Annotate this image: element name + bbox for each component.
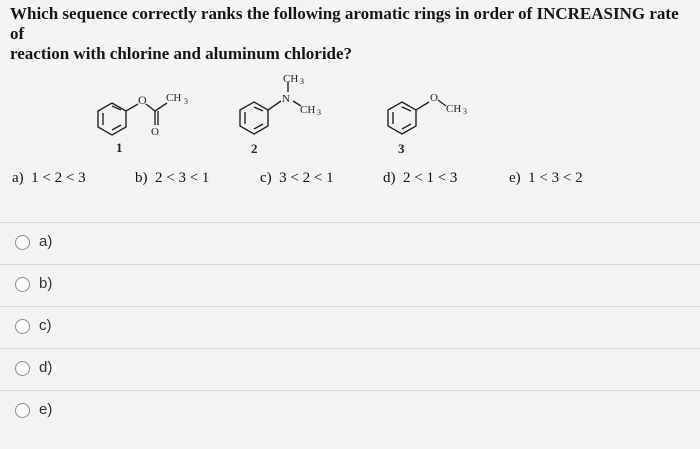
choice-c xyxy=(260,170,334,187)
option-d[interactable] xyxy=(0,348,700,389)
s1-number: 1 xyxy=(116,140,123,155)
s1-methyl-subscript: 3 xyxy=(184,97,188,106)
choice-e-letter: e) xyxy=(509,170,521,186)
choice-a xyxy=(12,170,86,187)
option-c-label[interactable]: c) xyxy=(39,317,52,334)
choice-a-letter: a) xyxy=(12,170,24,186)
option-a-label[interactable]: a) xyxy=(39,233,53,250)
option-c[interactable] xyxy=(0,306,700,347)
option-b-label[interactable]: b) xyxy=(39,275,53,292)
option-a[interactable] xyxy=(0,222,700,263)
choice-b xyxy=(135,170,209,187)
s2-methyl-top-label: CH xyxy=(283,73,299,85)
choice-e xyxy=(509,170,583,187)
choice-e-text: 1 < 3 < 2 xyxy=(528,170,583,186)
choice-c-text: 3 < 2 < 1 xyxy=(279,170,334,186)
question-line-1: Which sequence correctly ranks the following aromatic rings in order of INCREASING rate of xyxy=(10,4,679,43)
choice-d-letter: d) xyxy=(383,170,396,186)
radio-button-b[interactable] xyxy=(15,277,30,292)
choice-b-letter: b) xyxy=(135,170,148,186)
radio-button-e[interactable] xyxy=(15,403,30,418)
radio-button-d[interactable] xyxy=(15,361,30,376)
radio-button-c[interactable] xyxy=(15,319,30,334)
chemical-structures-figure xyxy=(0,0,700,170)
structure-2 xyxy=(240,82,301,134)
s2-nitrogen-label: N xyxy=(282,93,290,105)
choice-c-letter: c) xyxy=(260,170,272,186)
radio-button-a[interactable] xyxy=(15,235,30,250)
s3-methyl-label: CH xyxy=(446,103,462,115)
question-line-2: reaction with chlorine and aluminum chloride? xyxy=(10,44,353,63)
s2-number: 2 xyxy=(251,141,258,156)
s2-methyl-top-subscript: 3 xyxy=(300,77,304,86)
s3-oxygen-label: O xyxy=(430,92,438,104)
answer-choices-line xyxy=(0,170,700,192)
s1-carbonyl-oxygen-label: O xyxy=(151,126,159,138)
structure-3 xyxy=(388,100,446,134)
option-d-label[interactable]: d) xyxy=(39,359,53,376)
choice-b-text: 2 < 3 < 1 xyxy=(155,170,210,186)
option-e-label[interactable]: e) xyxy=(39,401,53,418)
s1-oxygen-label: O xyxy=(138,93,147,107)
s2-methyl-right-label: CH xyxy=(300,104,316,116)
choice-d-text: 2 < 1 < 3 xyxy=(403,170,458,186)
option-e[interactable] xyxy=(0,390,700,431)
s3-number: 3 xyxy=(398,141,405,156)
s1-methyl-label: CH xyxy=(166,92,182,104)
s3-methyl-subscript: 3 xyxy=(463,107,467,116)
choice-d xyxy=(383,170,457,187)
option-b[interactable] xyxy=(0,264,700,305)
choice-a-text: 1 < 2 < 3 xyxy=(31,170,86,186)
s2-methyl-right-subscript: 3 xyxy=(317,108,321,117)
